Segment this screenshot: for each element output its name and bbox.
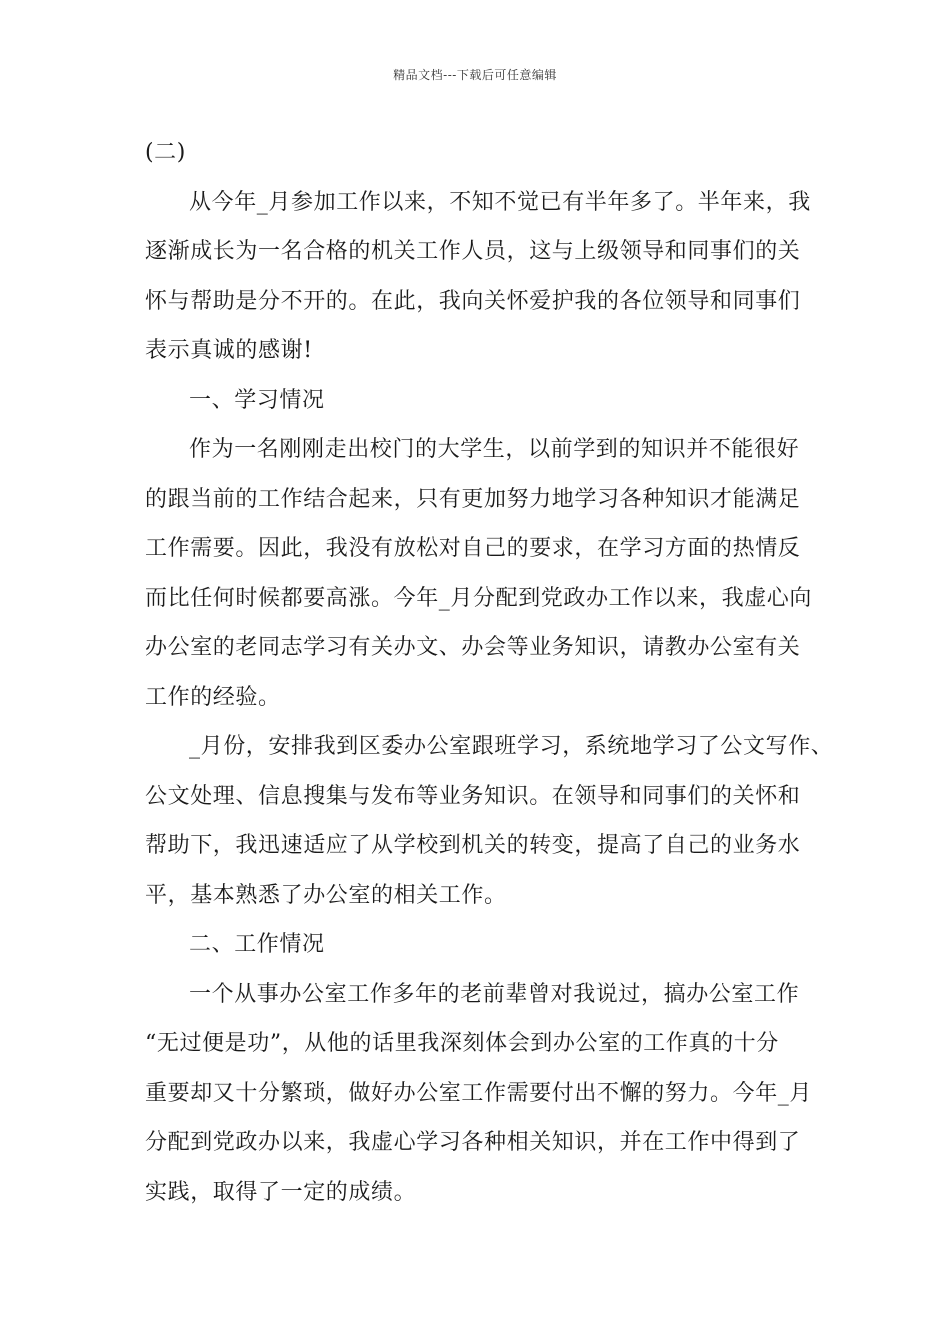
paragraph-line: 帮助下，我迅速适应了从学校到机关的转变，提高了自己的业务水 — [145, 833, 801, 858]
paragraph-line: 而比任何时候都要高涨。今年_月分配到党政办工作以来，我虚心向 — [145, 585, 813, 611]
section-heading-study: 一、学习情况 — [189, 387, 325, 413]
section-heading-work: 二、工作情况 — [189, 932, 325, 957]
section-label: (二) — [145, 140, 186, 165]
paragraph-line: 重要却又十分繁琐，做好办公室工作需要付出不懈的努力。今年_月 — [145, 1080, 813, 1106]
paragraph-line: “无过便是功”，从他的话里我深刻体会到办公室的工作真的十分 — [145, 1031, 779, 1056]
paragraph-line: 工作的经验。 — [145, 684, 281, 710]
paragraph-line: 的跟当前的工作结合起来，只有更加努力地学习各种知识才能满足 — [145, 486, 801, 512]
paragraph-line: 从今年_月参加工作以来，不知不觉已有半年多了。半年来，我 — [189, 189, 811, 215]
paragraph-line: 分配到党政办以来，我虚心学习各种相关知识，并在工作中得到了 — [145, 1130, 801, 1155]
paragraph-line: 工作需要。因此，我没有放松对自己的要求，在学习方面的热情反 — [145, 536, 801, 561]
paragraph-line: 实践，取得了一定的成绩。 — [145, 1179, 417, 1205]
paragraph-line: 公文处理、信息搜集与发布等业务知识。在领导和同事们的关怀和 — [145, 783, 801, 809]
paragraph-line: 表示真诚的感谢! — [145, 338, 313, 363]
paragraph-line: 一个从事办公室工作多年的老前辈曾对我说过，搞办公室工作 — [189, 981, 800, 1007]
paragraph-line: 作为一名刚刚走出校门的大学生，以前学到的知识并不能很好 — [189, 437, 800, 462]
paragraph-line: 平，基本熟悉了办公室的相关工作。 — [145, 882, 507, 908]
paragraph-line: _月份，安排我到区委办公室跟班学习，系统地学习了公文写作、 — [189, 734, 834, 759]
document-body — [145, 128, 835, 1217]
paragraph-line: 逐渐成长为一名合格的机关工作人员，这与上级领导和同事们的关 — [145, 239, 801, 264]
paragraph-line: 怀与帮助是分不开的。在此，我向关怀爱护我的各位领导和同事们 — [145, 288, 801, 314]
paragraph-line: 办公室的老同志学习有关办文、办会等业务知识，请教办公室有关 — [145, 635, 801, 660]
page-header: 精品文档---下载后可任意编辑 — [393, 68, 557, 82]
